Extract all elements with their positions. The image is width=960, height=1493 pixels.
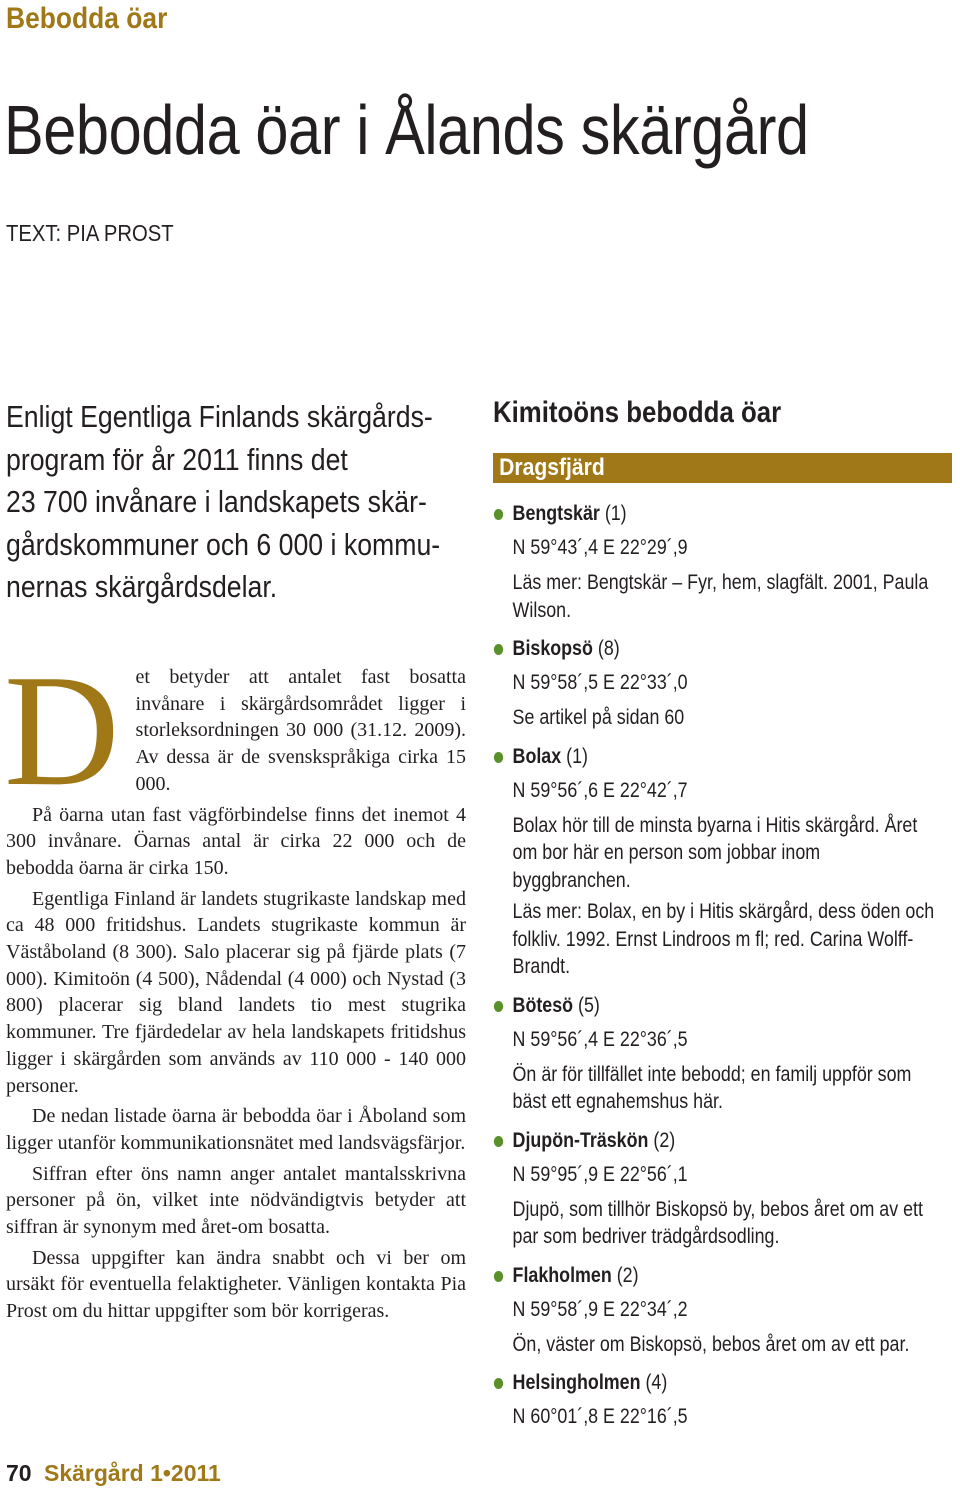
resident-count: (2) <box>616 1263 639 1287</box>
magazine-issue: Skärgård 1•2011 <box>43 1460 221 1486</box>
island-heading <box>493 1366 935 1400</box>
byline: TEXT: PIA PROST <box>6 220 174 246</box>
island-name: Helsingholmen <box>512 1371 641 1394</box>
article-body <box>4 641 466 1329</box>
resident-count: (1) <box>604 502 627 525</box>
island-entry <box>493 632 935 732</box>
island-note: Läs mer: Bengtskär – Fyr, hem, slagfält. 2001, Paula Wilson. <box>512 571 929 622</box>
island-name: Bolax <box>512 744 562 768</box>
body-paragraph: På öarna utan fast vägförbindelse finns det inemot 4 300 invånare. Öarnas antal är cirka 22 000 och de bebodda öarna är cirka 150. <box>6 803 466 879</box>
intro-line: gårdskommuner och 6 000 i kommu- <box>6 526 441 562</box>
bullet-icon <box>494 1271 503 1282</box>
island-heading <box>493 632 935 666</box>
bullet-icon <box>494 644 503 655</box>
island-coordinates: N 59°58´,9 E 22°34´,2 <box>512 1297 688 1321</box>
island-entry <box>493 1124 935 1251</box>
bullet-icon <box>494 1136 503 1147</box>
island-coordinates: N 60°01´,8 E 22°16´,5 <box>512 1405 688 1428</box>
resident-count: (1) <box>566 744 588 768</box>
sidebar-title: Kimitoöns bebodda öar <box>493 396 782 429</box>
page-footer <box>6 1460 221 1487</box>
resident-count: (4) <box>645 1371 668 1394</box>
island-coordinates: N 59°56´,4 E 22°36´,5 <box>512 1027 688 1051</box>
intro-line: 23 700 invånare i landskapets skär- <box>6 484 427 519</box>
island-heading <box>493 1259 935 1293</box>
body-paragraph: Dessa uppgifter kan ändra snabbt och vi ber om ursäkt för eventuella felaktigheter. Vänligen kontakta Pia Prost om du hittar uppgifter som bör korrigeras. <box>6 1246 466 1323</box>
bullet-icon <box>494 1378 503 1389</box>
island-note: Läs mer: Bolax, en by i Hitis skärgård, dess öden och folkliv. 1992. Ernst Lindroos m fl; red. Carina Wolff-Brandt. <box>512 900 935 978</box>
region-header <box>493 453 952 483</box>
island-note: Bolax hör till de minsta byarna i Hitis skärgård. Året om bor här en person som jobbar inom byggbranchen. <box>512 813 918 892</box>
bullet-icon <box>494 1001 503 1012</box>
island-coordinates: N 59°58´,5 E 22°33´,0 <box>512 671 688 694</box>
island-list <box>493 497 935 1442</box>
island-note: Ön är för tillfället inte bebodd; en familj uppför som bäst ett egnahemshus här. <box>512 1062 912 1113</box>
body-paragraph: et betyder att antalet fast bosatta invånare i skärgårdsområdet ligger i storleksordningen 30 000 (31.12. 2009). Av dessa är de svenskspråkiga cirka 15 000. <box>135 666 466 795</box>
island-heading <box>493 740 935 774</box>
bullet-icon <box>494 509 503 520</box>
island-name: Flakholmen <box>512 1263 612 1287</box>
region-label: Dragsfjärd <box>499 454 605 481</box>
island-heading <box>493 497 935 531</box>
island-entry <box>493 1366 935 1434</box>
island-entry <box>493 497 935 624</box>
island-name: Biskopsö <box>512 637 593 660</box>
island-name: Bengtskär <box>512 502 600 525</box>
island-name: Bötesö <box>512 993 574 1017</box>
island-coordinates: N 59°95´,9 E 22°56´,1 <box>512 1162 688 1186</box>
page-title: Bebodda öar i Ålands skärgård <box>4 91 809 169</box>
section-label: Bebodda öar <box>6 2 168 35</box>
intro-line: Enligt Egentliga Finlands skärgårds- <box>6 399 433 434</box>
island-note: Ön, väster om Biskopsö, bebos året om av ett par. <box>512 1332 910 1356</box>
page-number: 70 <box>6 1460 32 1486</box>
island-name: Djupön-Träskön <box>512 1128 649 1152</box>
island-heading <box>493 1124 935 1158</box>
intro-paragraph <box>6 396 441 609</box>
body-paragraph: De nedan listade öarna är bebodda öar i Åboland som ligger utanför kommunikationsnätet med landsvägsfärjor. <box>6 1105 466 1154</box>
island-coordinates: N 59°56´,6 E 22°42´,7 <box>512 778 688 802</box>
island-heading <box>493 989 935 1023</box>
island-entry <box>493 989 935 1116</box>
island-entry <box>493 740 935 981</box>
body-paragraph: Siffran efter öns namn anger antalet mantalsskrivna personer på ön, vilket inte nödvändigtvis betyder att siffran är synonym med året-om bosatta. <box>6 1162 466 1239</box>
island-note: Djupö, som tillhör Biskopsö by, bebos året om av ett par som bedriver trädgårdsodling. <box>512 1197 923 1248</box>
drop-cap: D <box>4 641 120 819</box>
intro-line: nernas skärgårdsdelar. <box>6 569 278 604</box>
resident-count: (2) <box>653 1128 676 1152</box>
bullet-icon <box>494 752 503 763</box>
resident-count: (8) <box>597 637 620 660</box>
body-paragraph: Egentliga Finland är landets stugrikaste landskap med ca 48 000 fritidshus. Landets stugrikaste kommun är Väståboland (8 300). Salo placerar sig på fjärde plats (7 000). Kimitoön (4 500), Nådendal (4 000) och Nystad (3 800) placerar sig bland landets tio mest stugrika kommuner. Tre fjärdedelar av hela landskapets fritidshus ligger i skärgården som används av 110 000 - 140 000 personer. <box>6 887 466 1097</box>
island-entry <box>493 1259 935 1359</box>
resident-count: (5) <box>578 993 600 1017</box>
island-note: Se artikel på sidan 60 <box>512 706 685 729</box>
island-coordinates: N 59°43´,4 E 22°29´,9 <box>512 536 688 559</box>
intro-line: program för år 2011 finns det <box>6 441 348 477</box>
